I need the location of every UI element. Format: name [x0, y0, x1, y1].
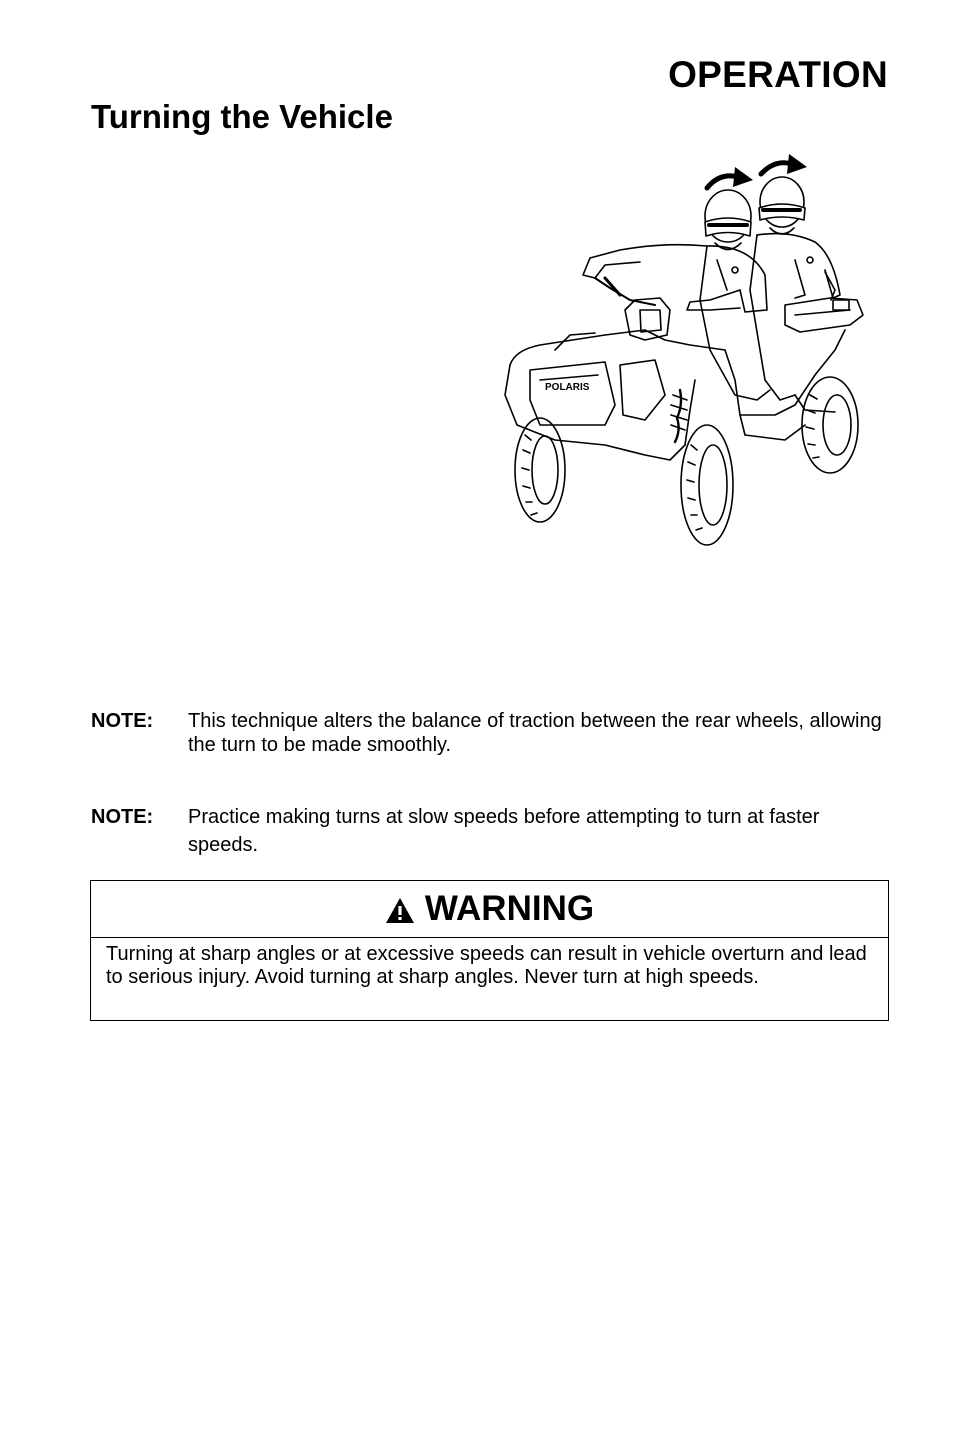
warning-box: [90, 880, 889, 1021]
front-rider: [583, 190, 770, 400]
section-header: OPERATION: [668, 54, 888, 95]
head-turn-arrow-icon: [761, 154, 807, 174]
note-label: NOTE:: [91, 710, 154, 732]
head-turn-arrow-icon: [707, 167, 753, 188]
note-text: Practice making turns at slow speeds before attempting to turn at faster speeds.: [188, 806, 820, 856]
atv-two-riders-turning-illustration: [495, 150, 875, 555]
warning-title: WARNING: [424, 889, 595, 928]
brand-logo: POLARIS: [545, 382, 590, 393]
warning-header: [91, 881, 888, 938]
warning-triangle-icon: [385, 897, 415, 924]
rear-rack: [785, 298, 863, 332]
front-right-wheel: [681, 425, 733, 545]
page-title: Turning the Vehicle: [91, 98, 393, 135]
note-practice: [91, 803, 891, 859]
note-traction: [91, 709, 891, 757]
warning-text: Turning at sharp angles or at excessive speeds can result in vehicle overturn and lead to serious injury. Avoid turning at sharp angles. Never turn at high speeds.: [106, 943, 867, 988]
note-text: This technique alters the balance of traction between the rear wheels, allowing the turn to be made smoothly.: [188, 710, 882, 756]
rear-rider: [750, 177, 840, 400]
atv-body: [505, 298, 845, 460]
rear-wheel: [802, 377, 858, 473]
note-label: NOTE:: [91, 806, 154, 828]
